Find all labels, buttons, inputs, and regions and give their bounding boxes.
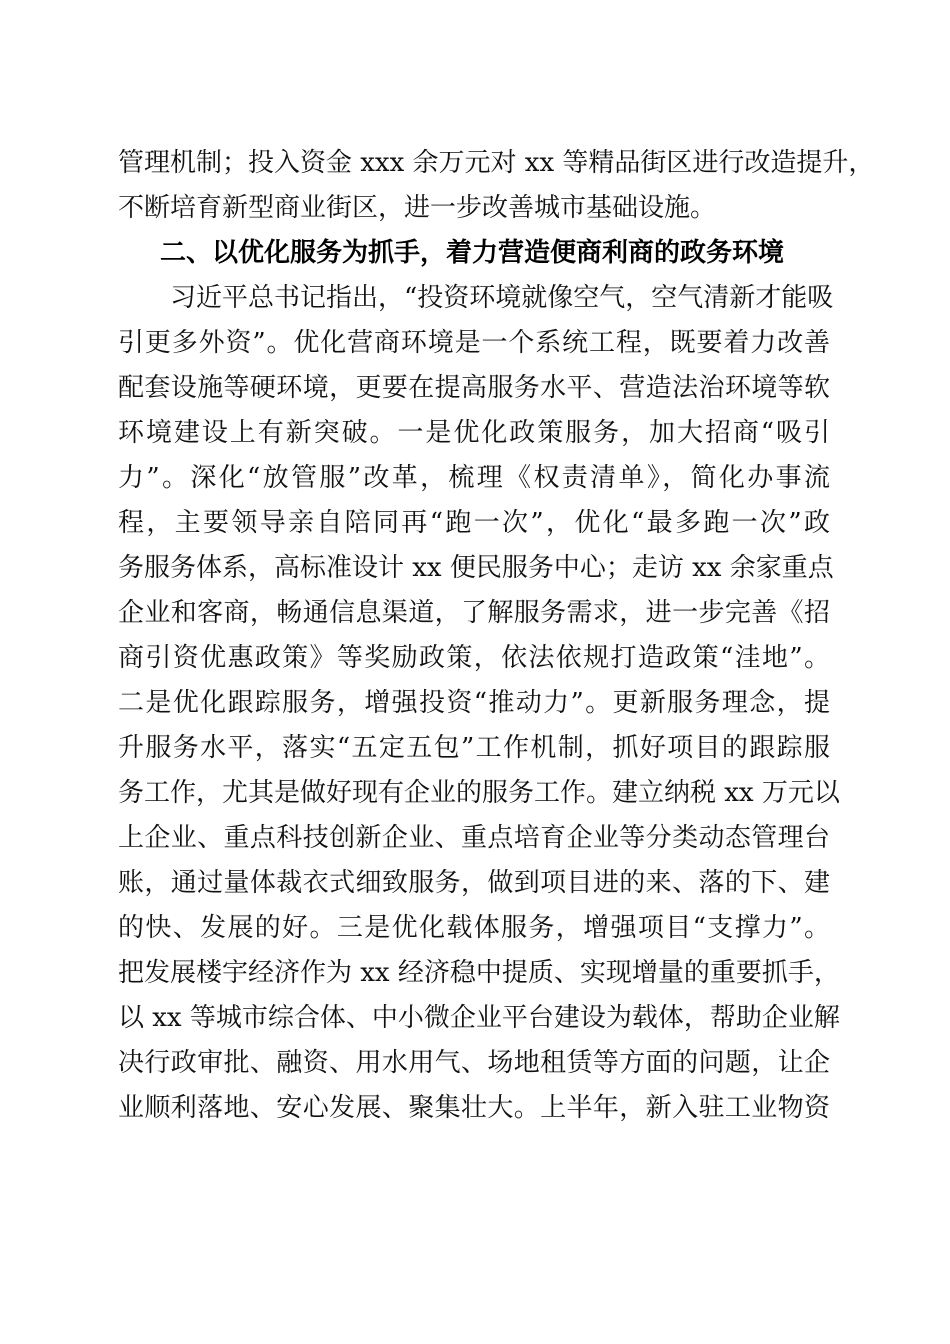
para2-line-1: 习近平总书记指出，“投资环境就像空气，空气清新才能吸	[170, 283, 834, 313]
para2-line-13: 上企业、重点科技创新企业、重点培育企业等分类动态管理台	[118, 823, 830, 853]
para2-line-5: 力”。深化“放管服”改革，梳理《权责清单》，简化办事流	[118, 463, 830, 493]
para2-line-8: 企业和客商，畅通信息渠道，了解服务需求，进一步完善《招	[118, 598, 830, 628]
para2-line-7: 务服务体系，高标准设计 xx 便民服务中心；走访 xx 余家重点	[118, 553, 834, 583]
para2-line-2: 引更多外资”。优化营商环境是一个系统工程，既要着力改善	[118, 328, 830, 358]
para2-line-18: 决行政审批、融资、用水用气、场地租赁等方面的问题，让企	[118, 1048, 830, 1078]
section-heading: 二、以优化服务为抓手，着力营造便商利商的政务环境	[160, 238, 785, 268]
para2-line-12: 务工作，尤其是做好现有企业的服务工作。建立纳税 xx 万元以	[118, 778, 840, 808]
para2-line-11: 升服务水平，落实“五定五包”工作机制，抓好项目的跟踪服	[118, 733, 830, 763]
para2-line-9: 商引资优惠政策》等奖励政策，依法依规打造政策“洼地”。	[118, 643, 830, 673]
para2-line-10: 二是优化跟踪服务，增强投资“推动力”。更新服务理念，提	[118, 688, 830, 718]
para2-line-4: 环境建设上有新突破。一是优化政策服务，加大招商“吸引	[118, 418, 830, 448]
para2-line-19: 业顺利落地、安心发展、聚集壮大。上半年，新入驻工业物资	[118, 1093, 830, 1123]
para2-line-6: 程，主要领导亲自陪同再“跑一次”，优化“最多跑一次”政	[118, 508, 830, 538]
para1-line-1: 管理机制；投入资金 xxx 余万元对 xx 等精品街区进行改造提升，	[118, 148, 875, 178]
para2-line-16: 把发展楼宇经济作为 xx 经济稳中提质、实现增量的重要抓手，	[118, 958, 840, 988]
para2-line-14: 账，通过量体裁衣式细致服务，做到项目进的来、落的下、建	[118, 868, 830, 898]
para2-line-3: 配套设施等硬环境，更要在提高服务水平、营造法治环境等软	[118, 373, 830, 403]
para2-line-17: 以 xx 等城市综合体、中小微企业平台建设为载体，帮助企业解	[118, 1003, 840, 1033]
para2-line-15: 的快、发展的好。三是优化载体服务，增强项目“支撑力”。	[118, 913, 830, 943]
para1-line-2: 不断培育新型商业街区，进一步改善城市基础设施。	[118, 193, 717, 223]
